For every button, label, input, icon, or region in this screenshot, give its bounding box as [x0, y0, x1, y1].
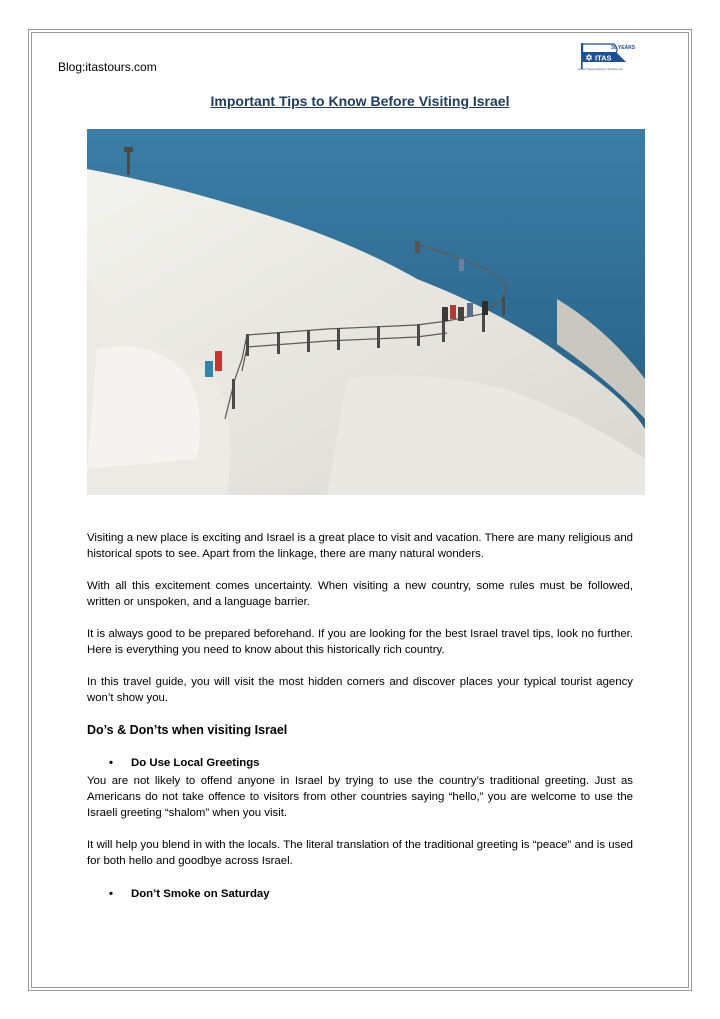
bullet-icon: •: [109, 757, 113, 769]
bullet-label: Do Use Local Greetings: [131, 757, 260, 769]
paragraph-travel-guide: In this travel guide, you will visit the most hidden corners and discover places your typical tourist agency won’t show you.: [87, 676, 633, 704]
paragraph-prepared: It is always good to be prepared beforehand. If you are looking for the best Israel travel tips, look no further. Here is everything you need to know about this historically rich country.: [87, 628, 633, 656]
itas-logo: [574, 40, 640, 76]
logo-brand: ITAS: [595, 53, 612, 63]
paragraph-intro: Visiting a new place is exciting and Israel is a great place to visit and vacation. There are many religious and historical spots to see. Apart from the linkage, there are many natural wonders.: [87, 532, 633, 560]
bullet-icon: •: [109, 888, 113, 900]
page-title: Important Tips to Know Before Visiting Israel: [210, 93, 510, 109]
paragraph-uncertainty: With all this excitement comes uncertainty. When visiting a new country, some rules must be followed, written or unspoken, and a language barrier.: [87, 580, 633, 608]
bullet-label: Don’t Smoke on Saturday: [131, 888, 270, 900]
logo-tagline: Israel Travel Advisory Service Ltd: [578, 67, 623, 71]
bullet-item: [109, 757, 260, 769]
bullet-item: [109, 888, 270, 900]
logo-years: 30 YEARS: [611, 45, 636, 51]
section-heading: Do’s & Don’ts when visiting Israel: [87, 723, 288, 737]
paragraph-blend-in: It will help you blend in with the locals. The literal translation of the traditional greeting is “peace” and is used for both hello and goodbye across Israel.: [87, 839, 633, 867]
coastal-cliffs-photo: [87, 129, 645, 495]
paragraph-greetings: You are not likely to offend anyone in Israel by trying to use the country’s traditional greeting. Just as Americans do not take offence to visitors from other countries saying “hello,” you are welcome to use the Israeli greeting “shalom” when you visit.: [87, 775, 633, 819]
site-url: Blog:itastours.com: [58, 60, 157, 74]
